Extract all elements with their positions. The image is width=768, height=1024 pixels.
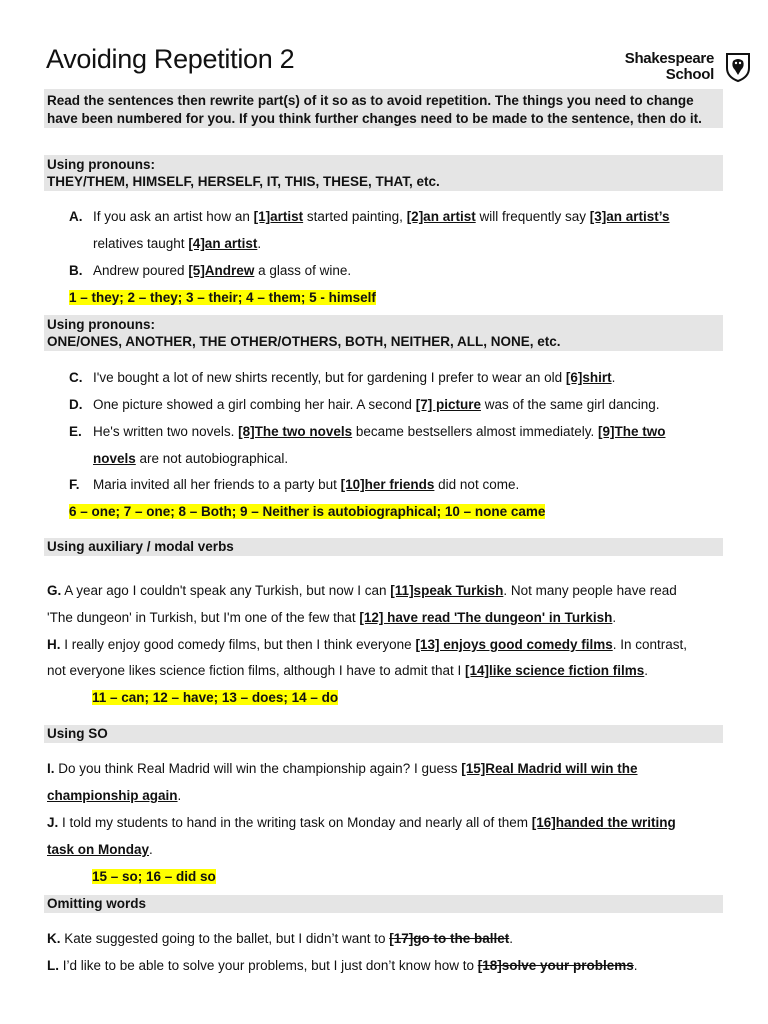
- sentence-e: E. He's written two novels. [8]The two novels became bestsellers almost immediately. [9]The two: [69, 424, 666, 439]
- sentence-d: D. One picture showed a girl combing her hair. A second [7] picture was of the same girl dancing.: [69, 397, 660, 412]
- sentence-a: A. If you ask an artist how an [1]artist started painting, [2]an artist will frequently say [3]an artist’s: [69, 203, 670, 230]
- section-heading: Using auxiliary / modal verbs: [47, 539, 234, 554]
- sentence-e-cont: novels are not autobiographical.: [93, 451, 289, 466]
- sentence-j: J. I told my students to hand in the writing task on Monday and nearly all of them [16]handed the writing: [47, 815, 676, 830]
- instructions-text: Read the sentences then rewrite part(s) of it so as to avoid repetition. The things you need to change have been numbered for you. If you think further changes need to be made to the sentence, then do it.: [47, 93, 702, 126]
- section-heading: Omitting words: [47, 896, 146, 911]
- answer-key: 6 – one; 7 – one; 8 – Both; 9 – Neither is autobiographical; 10 – none came: [69, 504, 546, 519]
- item-label: A.: [69, 209, 83, 224]
- page-title: Avoiding Repetition 2: [46, 44, 295, 74]
- sentence-c: C. I've bought a lot of new shirts recently, but for gardening I prefer to wear an old [6]shirt.: [69, 370, 616, 385]
- sentence-h: H. I really enjoy good comedy films, but then I think everyone [13] enjoys good comedy films. In contrast,: [47, 637, 688, 652]
- section-heading: Using SO: [47, 726, 108, 741]
- sentence-j-cont: task on Monday.: [47, 842, 153, 857]
- sentence-k: K. Kate suggested going to the ballet, but I didn’t want to [17]go to the ballet.: [47, 931, 514, 946]
- logo-line1: Shakespeare: [624, 50, 714, 67]
- answer-key: 1 – they; 2 – they; 3 – their; 4 – them; 5 - himself: [69, 290, 376, 305]
- section-subheading: ONE/ONES, ANOTHER, THE OTHER/OTHERS, BOTH, NEITHER, ALL, NONE, etc.: [47, 334, 561, 349]
- sentence-h-cont: not everyone likes science fiction films, although I have to admit that I [14]like science fiction films.: [47, 663, 649, 678]
- sentence-g-cont: 'The dungeon' in Turkish, but I'm one of the few that [12] have read 'The dungeon' in Turkish.: [47, 610, 617, 625]
- sentence-g: G. A year ago I couldn't speak any Turkish, but now I can [11]speak Turkish. Not many people have read: [47, 583, 677, 598]
- shield-icon: [724, 51, 752, 83]
- sentence-f: F. Maria invited all her friends to a party but [10]her friends did not come.: [69, 477, 520, 492]
- section-heading: Using pronouns:: [47, 157, 155, 172]
- section-heading: Using pronouns:: [47, 317, 155, 332]
- logo-line2: School: [665, 66, 714, 83]
- sentence-a-cont: relatives taught [4]an artist.: [93, 236, 262, 251]
- sentence-i-cont: championship again.: [47, 788, 182, 803]
- shakespeare-school-logo: [612, 51, 752, 85]
- sentence-b: B. Andrew poured [5]Andrew a glass of wine.: [69, 263, 352, 278]
- section-header-bg: [44, 725, 723, 743]
- section-subheading: THEY/THEM, HIMSELF, HERSELF, IT, THIS, THESE, THAT, etc.: [47, 174, 440, 189]
- answer-key: 11 – can; 12 – have; 13 – does; 14 – do: [92, 690, 339, 705]
- sentence-i: I. Do you think Real Madrid will win the championship again? I guess [15]Real Madrid will win the: [47, 761, 638, 776]
- answer-key: 15 – so; 16 – did so: [92, 869, 216, 884]
- sentence-l: L. I’d like to be able to solve your problems, but I just don’t know how to [18]solve your problems.: [47, 958, 638, 973]
